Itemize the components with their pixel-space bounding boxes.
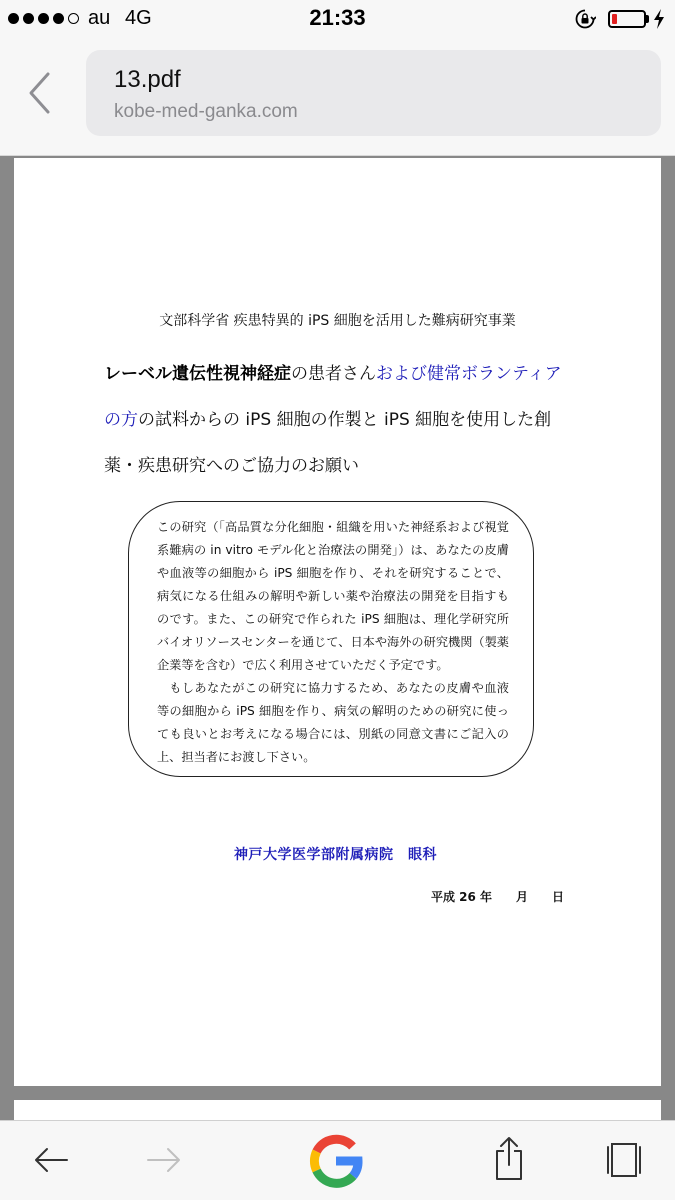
title-text: の患者さん bbox=[291, 364, 376, 384]
google-icon[interactable] bbox=[308, 1133, 364, 1189]
url-field[interactable] bbox=[86, 50, 661, 136]
network-type-label: 4G bbox=[125, 7, 152, 29]
browser-toolbar bbox=[0, 1120, 675, 1200]
back-arrow-icon[interactable] bbox=[33, 1145, 69, 1175]
title-text-2: の試料からの iPS 細胞の作製と iPS 細胞を使用した創 bbox=[138, 410, 552, 430]
page-host: kobe-med-ganka.com bbox=[114, 101, 298, 122]
page-title: 13.pdf bbox=[114, 66, 181, 93]
document-sponsor: 文部科学省 疾患特異的 iPS 細胞を活用した難病研究事業 bbox=[159, 313, 516, 329]
clock: 21:33 bbox=[309, 5, 366, 30]
title-volunteer-text-2: の方 bbox=[104, 410, 138, 430]
back-chevron-icon[interactable] bbox=[26, 70, 54, 116]
title-text-3: 薬・疾患研究へのご協力のお願い bbox=[104, 456, 359, 476]
notice-text bbox=[157, 516, 509, 769]
next-pdf-page bbox=[14, 1100, 661, 1120]
title-volunteer-text: および健常ボランティア bbox=[376, 364, 562, 384]
battery-tip bbox=[646, 15, 649, 23]
forward-arrow-icon[interactable] bbox=[146, 1145, 182, 1175]
battery-level bbox=[612, 14, 617, 24]
battery-icon bbox=[608, 10, 646, 28]
notice-box bbox=[128, 501, 534, 777]
hospital-name: 神戸大学医学部附属病院 眼科 bbox=[234, 847, 437, 863]
document-title bbox=[104, 351, 574, 489]
notice-paragraph: この研究（「高品質な分化細胞・組織を用いた神経系および視覚系難病の in vitro モデル化と治療法の開発」）は、あなたの皮膚や血液等の細胞から iPS 細胞を作り、それを研究することで、病気になる仕組みの解明や新しい薬や治療法の開発を目指すものです。また、この研究で作られた iPS 細胞は、理化学研究所バイオリソースセンターを通じて、日本や海外の研究機関（製薬企業等を含む）で広く利用させていただく予定です。 bbox=[157, 520, 509, 672]
status-bar bbox=[0, 0, 675, 38]
notice-paragraph: もしあなたがこの研究に協力するため、あなたの皮膚や血液等の細胞から iPS 細胞を作り、病気の解明のための研究に使っても良いとお考えになる場合には、別紙の同意文書にご記入の上、担当者にお渡し下さい。 bbox=[157, 681, 509, 764]
document-date: 平成 26 年 月 日 bbox=[431, 890, 565, 904]
orientation-lock-icon bbox=[574, 8, 596, 30]
carrier-label: au bbox=[88, 7, 111, 29]
pdf-page bbox=[14, 158, 661, 1086]
share-icon[interactable] bbox=[493, 1135, 525, 1183]
pdf-viewer[interactable] bbox=[0, 156, 675, 1120]
charging-bolt-icon bbox=[652, 8, 666, 30]
browser-address-bar bbox=[0, 38, 675, 156]
tabs-icon[interactable] bbox=[604, 1139, 644, 1181]
title-disease-name: レーベル遺伝性視神経症 bbox=[104, 364, 291, 384]
